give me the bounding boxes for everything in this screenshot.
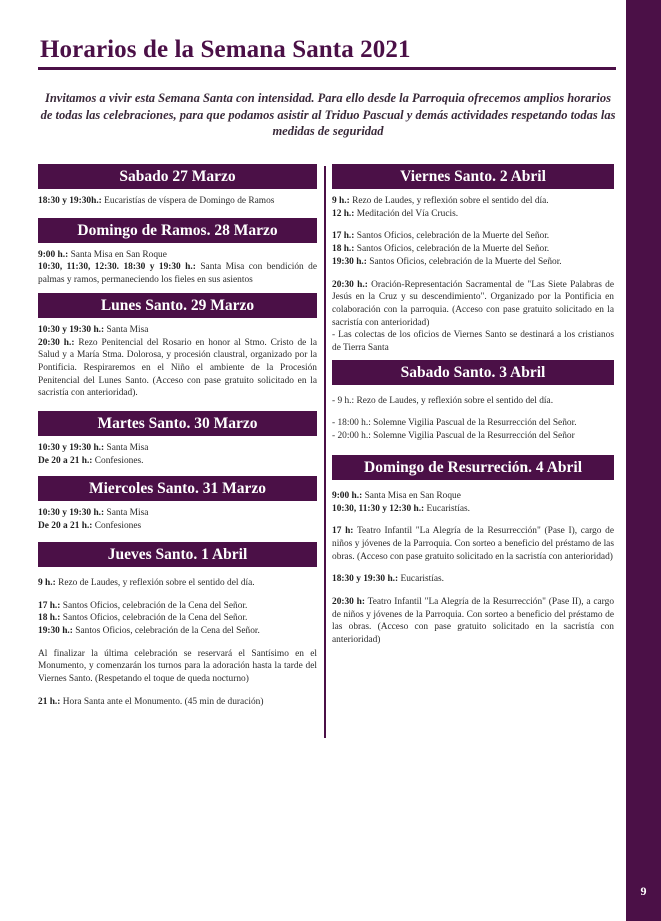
entry-time: 19:30 h.: xyxy=(332,256,367,267)
schedule-entry xyxy=(332,573,614,586)
schedule-entry xyxy=(332,596,614,647)
entry-time: 10:30, 11:30, 12:30. 18:30 y 19:30 h.: xyxy=(38,262,196,273)
entry-text: Santos Oficios, celebración de la Cena del Señor. xyxy=(72,625,260,636)
entry-time: 9 h.: xyxy=(332,196,350,206)
entry-time: De 20 a 21 h.: xyxy=(38,521,93,532)
entry-text: Eucaristías. xyxy=(398,574,444,585)
schedule-entry xyxy=(332,279,614,330)
entry-time: - 18:00 h.: xyxy=(332,418,371,429)
entry-time: - 9 h.: xyxy=(332,395,355,406)
entry-time: 10:30 y 19:30 h.: xyxy=(38,324,105,335)
page-title: Horarios de la Semana Santa 2021 xyxy=(40,36,411,63)
entry-time: 17 h.: xyxy=(38,600,61,611)
schedule-entry xyxy=(38,600,317,613)
section-header-martes-30: Martes Santo. 30 Marzo xyxy=(38,411,317,436)
intro-text: Invitamos a vivir esta Semana Santa con intensidad. Para ello desde la Parroquia ofrecemos amplios horarios de todas las celebraciones, para que podamos asistir al Triduo Pascual y demás actividades respetando todas las medidas de seguridad xyxy=(40,91,616,138)
entry-text: Confesiones xyxy=(92,521,142,532)
entry-text: Santa Misa en San Roque xyxy=(68,249,167,260)
entry-text: Meditación del Vía Crucis. xyxy=(354,208,459,219)
entry-time: 18:30 y 19:30h.: xyxy=(38,196,102,206)
entry-text: Eucaristías. xyxy=(424,503,471,514)
entry-text: Confesiones. xyxy=(92,455,144,466)
entry-time: 9:00 h.: xyxy=(332,490,363,501)
section-header-lunes-29: Lunes Santo. 29 Marzo xyxy=(38,293,317,318)
entry-time: 12 h.: xyxy=(332,208,355,219)
entry-text: Santos Oficios, celebración de la Cena del Señor. xyxy=(60,600,248,611)
entry-text: Santos Oficios, celebración de la Muerte del Señor. xyxy=(354,244,550,255)
column-divider xyxy=(324,166,326,738)
entry-text: Santa Misa en San Roque xyxy=(362,490,461,501)
schedule-entry xyxy=(332,503,614,516)
schedule-entry xyxy=(38,520,317,533)
entry-time: 20:30 h: xyxy=(332,597,366,608)
section-header-domingo-4: Domingo de Resurreción. 4 Abril xyxy=(332,455,614,480)
right-column xyxy=(332,164,614,647)
section-header-jueves-1: Jueves Santo. 1 Abril xyxy=(38,542,317,567)
schedule-entry xyxy=(38,696,317,709)
entry-time: - 20:00 h.: xyxy=(332,431,371,442)
schedule-entry xyxy=(332,395,614,408)
entry-text: Solemne Vigilia Pascual de la Resurrección del Señor xyxy=(370,431,575,442)
entry-time: 18 h.: xyxy=(38,613,61,624)
entry-text: Santos Oficios, celebración de la Muerte del Señor. xyxy=(366,256,562,267)
entry-time: 10:30, 11:30 y 12:30 h.: xyxy=(332,503,425,514)
entry-time: 18 h.: xyxy=(332,244,355,255)
entry-text: Santa Misa xyxy=(104,324,149,335)
entry-time: 9 h.: xyxy=(38,577,56,588)
entry-time: 17 h: xyxy=(332,526,354,537)
entry-time: 19:30 h.: xyxy=(38,625,73,636)
section-header-sabado-27: Sabado 27 Marzo xyxy=(38,164,317,189)
schedule-entry xyxy=(332,208,614,221)
entry-text: Santos Oficios, celebración de la Muerte del Señor. xyxy=(354,231,550,242)
entry-time: 10:30 y 19:30 h.: xyxy=(38,508,105,519)
entry-time: De 20 a 21 h.: xyxy=(38,455,93,466)
entry-text: Rezo de Laudes, y reflexión sobre el sentido del día. xyxy=(55,577,255,588)
schedule-entry xyxy=(38,612,317,625)
schedule-entry xyxy=(38,261,317,286)
schedule-entry xyxy=(332,525,614,563)
schedule-entry xyxy=(332,490,614,503)
section-header-domingo-28: Domingo de Ramos. 28 Marzo xyxy=(38,218,317,243)
entry-text: Solemne Vigilia Pascual de la Resurrección del Señor. xyxy=(370,418,577,429)
entry-time: 9:00 h.: xyxy=(38,249,69,260)
schedule-entry xyxy=(38,195,317,208)
section-header-viernes-2: Viernes Santo. 2 Abril xyxy=(332,164,614,189)
left-column xyxy=(38,164,317,708)
entry-text: Rezo Penitencial del Rosario en honor al Stmo. Cristo de la Salud y a María Stma. Dolorosa, y procesión claustral, organizado por la Pontificia. Respiraremos en el Niño el ambiente de la Procesión Penitencial del Lunes Santo. (Acceso con pase gratuito solicitado en la sacristía con anterioridad). xyxy=(38,337,317,399)
schedule-entry xyxy=(332,230,614,243)
entry-time: 21 h.: xyxy=(38,696,61,707)
entry-text: Oración-Representación Sacramental de "Las Siete Palabras de Jesús en la Cruz y su descendimiento". Organizado por la Pontificia en colaboración con la parroquia. (Acceso con pase gratuito solicitado en la sacristía con anterioridad) xyxy=(332,279,614,328)
entry-text: Teatro Infantil "La Alegría de la Resurrección" (Pase I), cargo de niños y jóvenes de la Parroquia. Con sorteo a beneficio del préstamo de las obras. (Acceso con pase gratuito solicitado en la sacristía con anterioridad) xyxy=(332,526,614,562)
page-number: 9 xyxy=(640,884,647,898)
entry-text: Eucaristías de víspera de Domingo de Ramos xyxy=(101,196,275,206)
entry-text: Santa Misa xyxy=(104,443,149,454)
entry-time: 18:30 y 19:30 h.: xyxy=(332,574,399,585)
schedule-entry xyxy=(332,256,614,269)
entry-text: Rezo de Laudes, y reflexión sobre el sentido del día. xyxy=(354,395,554,406)
entry-text: Hora Santa ante el Monumento. (45 min de duración) xyxy=(60,696,264,707)
section-header-sabado-3: Sabado Santo. 3 Abril xyxy=(332,360,614,385)
entry-text: Santa Misa con bendición de palmas y ramos, permaneciendo los fieles en sus asientos xyxy=(38,262,317,286)
schedule-entry xyxy=(38,337,317,401)
section-header-miercoles-31: Miercoles Santo. 31 Marzo xyxy=(38,476,317,501)
schedule-entry xyxy=(38,577,317,590)
schedule-note: - Las colectas de los oficios de Viernes Santo se destinará a los cristianos de Tierra Santa xyxy=(332,330,614,354)
schedule-entry xyxy=(38,625,317,638)
schedule-entry xyxy=(38,249,317,262)
entry-time: 20:30 h.: xyxy=(332,279,368,290)
schedule-entry xyxy=(332,195,614,208)
title-underline xyxy=(38,67,616,70)
side-color-bar xyxy=(626,0,661,921)
schedule-note: Al finalizar la última celebración se reservará el Santísimo en el Monumento, y comenzarán los turnos para la adoración hasta la tarde del Viernes Santo. (Respetando el toque de queda nocturno) xyxy=(38,648,317,685)
entry-text: Santos Oficios, celebración de la Cena del Señor. xyxy=(60,613,248,624)
entry-time: 20:30 h.: xyxy=(38,337,75,348)
schedule-entry xyxy=(38,455,317,468)
schedule-entry xyxy=(332,417,614,430)
schedule-entry xyxy=(38,442,317,455)
entry-time: 10:30 y 19:30 h.: xyxy=(38,443,105,454)
entry-text: Rezo de Laudes, y reflexión sobre el sentido del día. xyxy=(349,196,549,206)
schedule-entry xyxy=(332,243,614,256)
schedule-entry xyxy=(38,507,317,520)
schedule-entry xyxy=(38,324,317,337)
entry-text: Santa Misa xyxy=(104,508,149,519)
schedule-entry xyxy=(332,430,614,443)
entry-time: 17 h.: xyxy=(332,231,355,242)
entry-text: Teatro Infantil "La Alegría de la Resurrección" (Pase II), a cargo de niños y jóvenes de la Parroquia. Con sorteo a beneficio del préstamo de las obras. (Acceso con pase gratuito solicitado en la sacristía con anterioridad) xyxy=(332,597,615,646)
